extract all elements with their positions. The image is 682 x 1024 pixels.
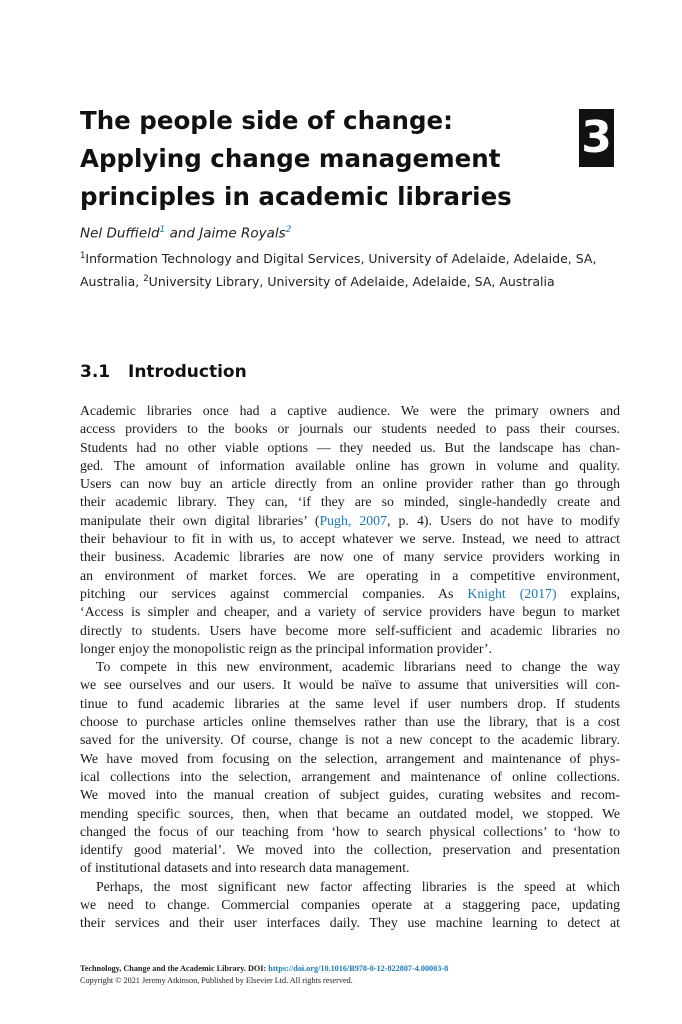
author-line — [80, 225, 291, 242]
affiliation-line — [80, 269, 620, 292]
body-text — [80, 402, 620, 933]
affiliation-text: University Library, University of Adelaide, Adelaide, SA, Australia — [148, 274, 555, 290]
body-line: an environment of market forces. We are operating in a competitive environment, — [80, 567, 620, 583]
doi-label: DOI: — [248, 964, 267, 973]
body-text-segment: , p. 4). Users do not have to modify — [386, 512, 620, 528]
body-line: we need to change. Commercial companies operate at a staggering pace, updating — [80, 897, 620, 913]
body-line: Students had no other viable options — they needed us. But the landscape has chan- — [80, 439, 620, 455]
body-line: ical collections into the selection, arrangement and maintenance of online collections. — [80, 768, 620, 784]
body-line: Perhaps, the most significant new factor affecting libraries is the speed at which — [96, 878, 620, 894]
body-line — [80, 585, 620, 603]
body-line: Users can now buy an article directly from an online provider rather than go through — [80, 476, 620, 492]
affiliation-text: Australia, — [80, 274, 140, 290]
section-title: Introduction — [128, 362, 247, 382]
doi-link[interactable]: https://doi.org/10.1016/B978-0-12-822807-4.00003-8 — [268, 964, 449, 973]
page-footer — [80, 963, 620, 987]
citation-link-knight[interactable]: Knight (2017) — [467, 585, 557, 601]
body-line — [80, 512, 620, 530]
author-name: Nel Duffield — [80, 225, 160, 242]
copyright-notice: Copyright © 2021 Jeremy Atkinson, Published by Elsevier Ltd. All rights reserved. — [80, 976, 353, 985]
body-line: their business. Academic libraries are now one of many service providers working in — [80, 549, 620, 565]
body-line: their services and their user interfaces daily. They use machine learning to detect at — [80, 915, 620, 931]
affiliation-line — [80, 246, 620, 269]
body-line: their academic library. They can, ‘if they are so minded, single-handedly create and — [80, 494, 620, 510]
affiliation-marker[interactable]: 1 — [159, 225, 166, 235]
affiliation-text: Information Technology and Digital Services, University of Adelaide, Adelaide, SA, — [85, 251, 597, 267]
section-number: 3.1 — [80, 362, 111, 382]
body-line: tinue to fund academic libraries at the same level if user numbers drop. If students — [80, 695, 620, 711]
chapter-title-line-2: Applying change management — [80, 144, 501, 173]
chapter-title-line-3: principles in academic libraries — [80, 182, 512, 211]
body-text-segment: pitching our services against commercial companies. As — [80, 585, 468, 601]
author-connector: and — [169, 225, 195, 242]
chapter-title-line-1: The people side of change: — [80, 106, 453, 135]
body-line: To compete in this new environment, academic librarians need to change the way — [96, 659, 620, 675]
body-line: mending specific sources, then, when that became an outdated model, we stopped. We — [80, 805, 620, 821]
body-line: access providers to the books or journals our students needed to pass their courses. — [80, 421, 620, 437]
body-line: saved for the university. Of course, change is not a new concept to the academic library. — [80, 732, 620, 748]
body-text-segment: manipulate their own digital libraries’ ( — [80, 512, 320, 528]
body-line: changed the focus of our teaching from ‘how to search physical collections’ to ‘how to — [80, 823, 620, 839]
body-line: identify good material’. We moved into the collection, preservation and presentation — [80, 842, 620, 858]
citation-link-pugh[interactable]: Pugh, 2007 — [319, 512, 387, 528]
footer-citation — [80, 963, 620, 975]
body-text-segment: explains, — [556, 585, 620, 601]
section-heading — [80, 362, 247, 382]
body-line: longer enjoy the monopolistic reign as the principal information provider’. — [80, 640, 493, 656]
body-line: directly to students. Users have become more self-sufficient and academic libraries no — [80, 622, 620, 638]
body-line: Academic libraries once had a captive audience. We were the primary owners and — [80, 403, 620, 418]
body-line: of institutional datasets and into research data management. — [80, 860, 410, 876]
body-line: their behaviour to fit in with us, to accept whatever we serve. Instead, we need to attract — [80, 531, 620, 547]
body-line: choose to purchase articles online themselves rather than use the library, that is a cost — [80, 714, 620, 730]
body-line: ged. The amount of information available online has grown in volume and quality. — [80, 457, 620, 473]
affiliation-sup: 1 — [80, 251, 86, 261]
affiliation-marker[interactable]: 2 — [285, 225, 292, 235]
body-line: We moved into the manual creation of subject guides, curating websites and recom- — [80, 787, 620, 803]
chapter-title — [80, 102, 540, 216]
body-line: We have moved from focusing on the selection, arrangement and maintenance of phys- — [80, 750, 620, 766]
affiliation-sup: 2 — [143, 274, 149, 285]
affiliations — [80, 246, 620, 292]
author-name: Jaime Royals — [199, 225, 286, 242]
body-line: we see ourselves and our users. It would be naïve to assume that universities will con- — [80, 677, 620, 693]
chapter-number-badge: 3 — [579, 109, 614, 167]
book-title: Technology, Change and the Academic Library. — [80, 964, 246, 973]
body-line: ‘Access is simpler and cheaper, and a variety of service providers have begun to market — [80, 604, 620, 620]
